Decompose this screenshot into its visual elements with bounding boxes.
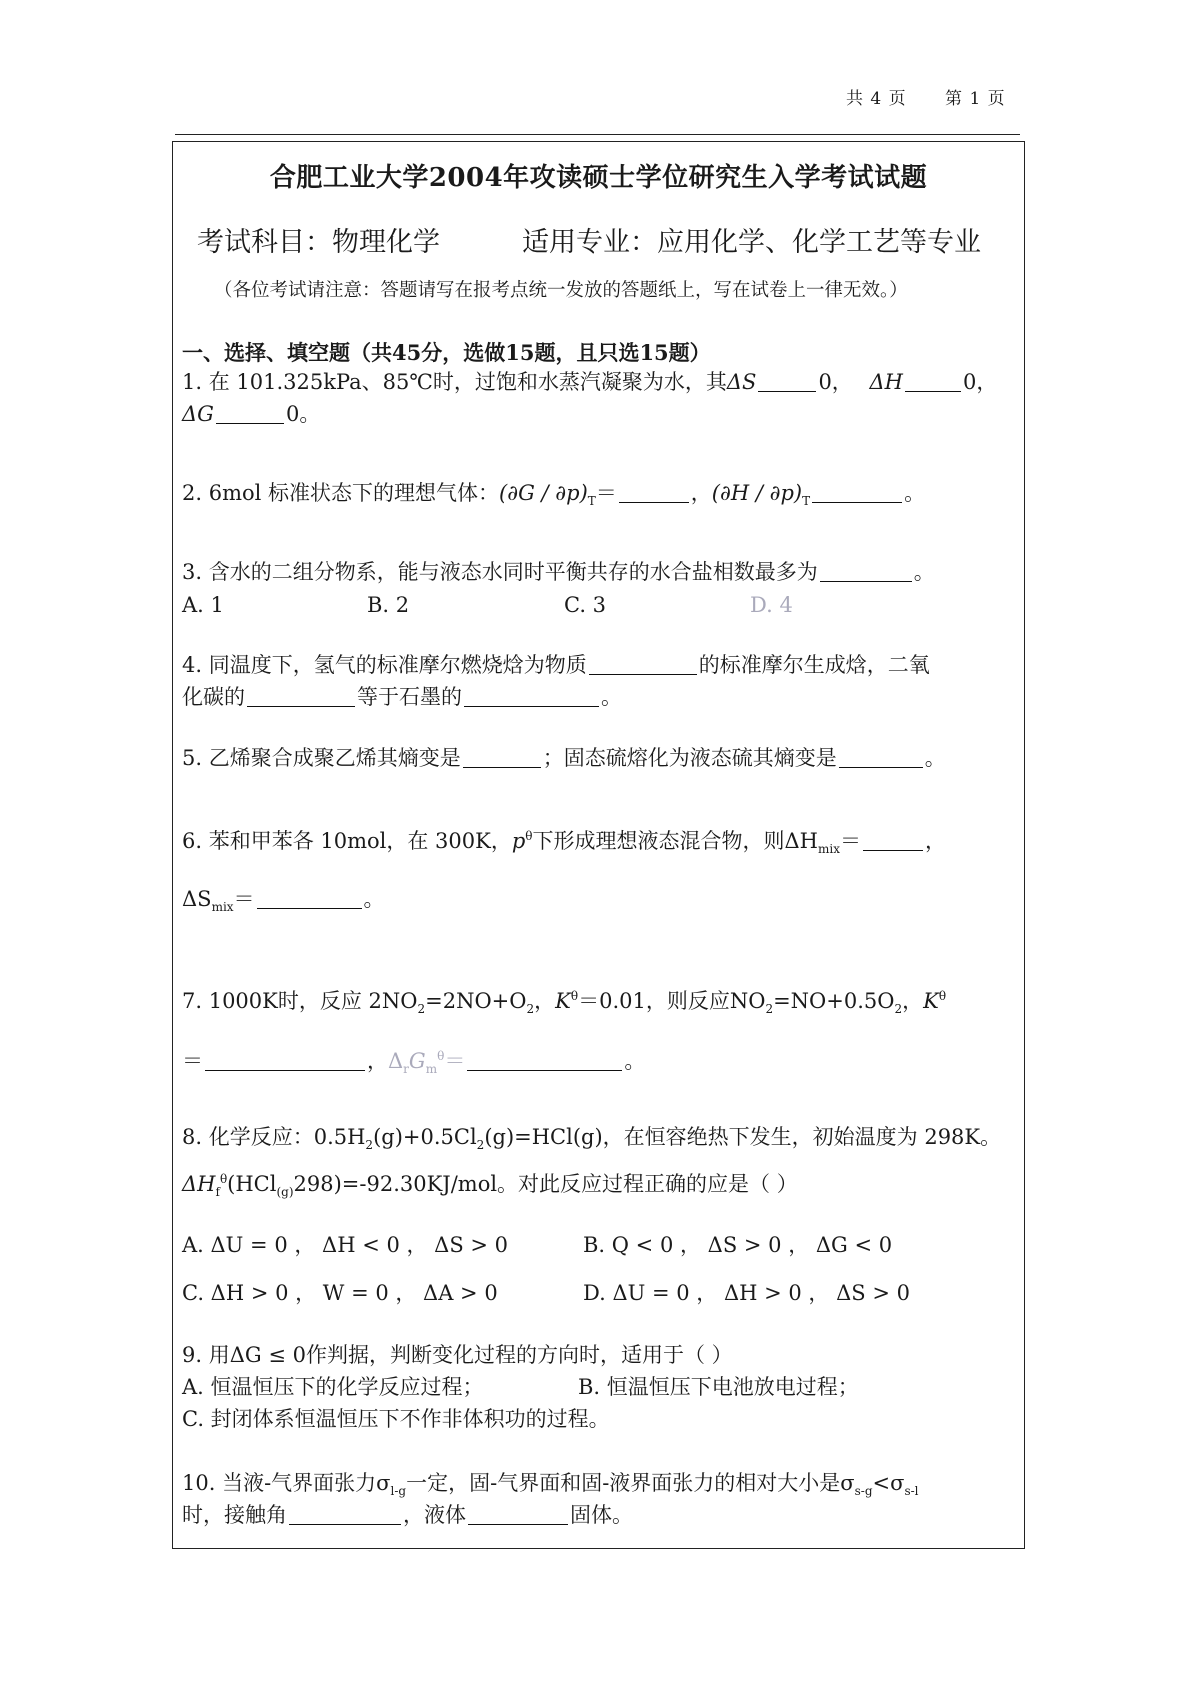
q7-sub-c: 2 [765,1002,774,1017]
q8-option-b: B. Q < 0 ， ΔS > 0 ， ΔG < 0 [583,1233,893,1257]
q10-text-e: 固体。 [570,1503,633,1527]
question-10-line-2 [182,1499,633,1531]
q1-blank-2 [905,371,961,392]
q7-delta-g: Δ [388,1049,404,1073]
section-title: 一、选择、填空题（共45分，选做15题，且只选15题） [182,340,711,365]
q8-text-c: (g)=HCl(g)，在恒容绝热下发生，初始温度为 298K。 [484,1125,1002,1149]
q10-text-d: ，液体 [403,1503,466,1527]
header-rule [175,134,1020,135]
q6-equals-1: ＝ [839,829,861,853]
q2-sub-1: T [587,494,596,509]
q8-delta-h: ΔH [182,1172,216,1196]
q2-text: 2. 6mol 标准状态下的理想气体： [182,481,500,505]
q4-end: 。 [601,685,622,709]
question-7 [182,980,946,1025]
q10-text-c: 时，接触角 [182,1503,287,1527]
q2-end: 。 [904,481,926,505]
q7-equals-2: ＝ [444,1049,466,1073]
q7-sub-d: 2 [894,1002,903,1017]
q2-comma: ， [690,481,712,505]
q9-option-c: C. 封闭体系恒温恒压下不作非体积功的过程。 [182,1407,610,1431]
question-8-line-2 [182,1163,798,1208]
question-2 [182,477,925,517]
q4-text-a: 4. 同温度下，氢气的标准摩尔燃烧焓为物质 [182,653,587,677]
q8-option-d: D. ΔU = 0 ， ΔH > 0 ， ΔS > 0 [583,1281,910,1305]
subject-label: 考试科目：物理化学 [197,227,440,258]
q1-zero-3: 0。 [285,402,321,426]
question-1 [182,366,997,398]
q5-text-b: ；固态硫熔化为液态硫其熵变是 [542,746,837,770]
q6-end: 。 [363,887,385,911]
q6-delta-s: ΔS [182,887,212,911]
q3-option-b: B. 2 [367,593,410,617]
q7-k-2: K [923,989,939,1013]
q6-comma: ， [924,829,946,853]
question-1-line-2 [182,398,320,430]
q2-blank-1 [619,482,689,503]
q1-zero-2: 0， [962,370,998,394]
q4-blank-2 [247,686,355,707]
q7-k-1: K [555,989,571,1013]
q10-text-a: 10. 当液-气界面张力σ [182,1471,391,1495]
q6-text-b: 下形成理想液态混合物，则 [532,829,785,853]
q6-blank-1 [863,830,923,851]
q1-zero-1: 0， [818,370,853,394]
q3-blank [820,561,912,582]
q8-theta: θ [219,1172,228,1186]
q7-equals-1: ＝ [182,1049,203,1073]
q6-delta-h-sub: mix [818,842,840,857]
q7-blank-1 [205,1050,365,1071]
q8-text-e: 298)=-92.30KJ/mol。对此反应过程正确的应是（ ） [293,1172,798,1196]
q2-blank-2 [812,482,902,503]
q4-blank-3 [464,686,599,707]
q2-expr-2: (∂H / ∂p) [711,481,803,505]
q8-text-d: (HCl [227,1172,277,1196]
q4-text-b: 的标准摩尔生成焓，二氧 [698,653,930,677]
q1-delta-s: ΔS [726,370,757,394]
q9-option-b: B. 恒温恒压下电池放电过程； [578,1375,859,1399]
q1-text: 1. 在 101.325kPa、85℃时，过饱和水蒸汽凝聚为水，其 [182,370,727,394]
q6-p-theta: θ [525,829,533,843]
q3-end: 。 [913,560,935,584]
q5-end: 。 [924,746,946,770]
q7-theta-3: θ [437,1049,445,1063]
q8-option-a: A. ΔU = 0 ， ΔH < 0 ， ΔS > 0 [182,1233,509,1257]
q4-text-c: 化碳的 [182,685,245,709]
question-9: 9. 用ΔG ≤ 0作判据，判断变化过程的方向时，适用于（ ） [182,1343,733,1367]
q10-blank-1 [289,1504,401,1525]
q7-text-c: ， [534,989,556,1013]
q8-sub-cl2: 2 [476,1138,485,1153]
q4-text-d: 等于石墨的 [357,685,462,709]
q8-sub-f: f [215,1185,220,1200]
q3-text: 3. 含水的二组分物系，能与液态水同时平衡共存的水合盐相数最多为 [182,560,818,584]
q10-less-than: <σ [872,1471,905,1495]
q4-blank-1 [589,654,697,675]
q10-sub-sg: s-g [854,1484,873,1499]
q2-equals: ＝ [595,481,617,505]
q7-delta-g-r: r [403,1062,409,1077]
q7-blank-2 [467,1050,622,1071]
q3-option-c: C. 3 [564,593,607,617]
q6-text-a: 6. 苯和甲苯各 10mol，在 300K， [182,829,512,853]
question-8 [182,1121,1001,1161]
q5-text-a: 5. 乙烯聚合成聚乙烯其熵变是 [182,746,461,770]
q7-end: 。 [624,1049,646,1073]
q8-text-b: (g)+0.5Cl [373,1125,477,1149]
major-label: 适用专业：应用化学、化学工艺等专业 [522,227,981,258]
q6-equals-2: ＝ [233,887,255,911]
q7-theta-1: θ [570,989,579,1003]
q7-text-e: =NO+0.5O [773,989,895,1013]
question-6 [182,820,946,865]
q3-option-d: D. 4 [750,593,793,617]
question-4-line-2 [182,681,622,713]
exam-notice: （各位考试请注意：答题请写在报考点统一发放的答题纸上，写在试卷上一律无效。） [214,280,908,301]
q10-text-b: 一定，固-气界面和固-液界面张力的相对大小是σ [406,1471,855,1495]
q6-blank-2 [257,888,362,909]
question-5 [182,742,946,774]
q2-expr-1: (∂G / ∂p) [499,481,588,505]
q7-text-b: =2NO+O [425,989,527,1013]
q7-delta-g-m: m [425,1062,438,1077]
q7-text-a: 7. 1000K时，反应 2NO [182,989,418,1013]
q7-sub-b: 2 [526,1002,535,1017]
q7-theta-2: θ [938,989,947,1003]
q8-sub-g: (g) [276,1185,294,1200]
q7-text-d: ＝0.01，则反应NO [578,989,766,1013]
q6-delta-h: ΔH [784,829,818,853]
q7-delta-g-symbol: G [408,1049,426,1073]
question-3 [182,556,935,588]
page-number-info: 共 4 页 第 1 页 [846,89,1006,109]
q1-blank-3 [216,403,284,424]
q8-option-c: C. ΔH > 0 ， W = 0 ， ΔA > 0 [182,1281,498,1305]
q1-delta-h: ΔH [869,370,903,394]
q10-sub-lg: l-g [390,1484,407,1499]
q1-blank-1 [758,371,816,392]
q2-sub-2: T [802,494,811,509]
q8-text-a: 8. 化学反应：0.5H [182,1125,366,1149]
exam-title: 合肥工业大学2004年攻读硕士学位研究生入学考试试题 [269,163,928,193]
q9-option-a: A. 恒温恒压下的化学反应过程； [182,1375,484,1399]
q8-sub-h2: 2 [365,1138,374,1153]
question-6-line-2 [182,883,385,923]
q5-blank-2 [839,747,923,768]
q6-delta-s-sub: mix [211,900,234,915]
question-4 [182,649,930,681]
q3-option-a: A. 1 [182,593,224,617]
q10-sub-sl: s-l [904,1484,919,1499]
q7-sub-a: 2 [417,1002,426,1017]
q1-delta-g: ΔG [182,402,214,426]
q5-blank-1 [463,747,541,768]
q10-blank-2 [468,1504,568,1525]
question-7-line-2: ＝ ，$\Delta_rG_m^\theta=$ 。 [182,1049,646,1077]
q6-p-symbol: p [511,829,526,853]
q7-text-f: ， [902,989,924,1013]
